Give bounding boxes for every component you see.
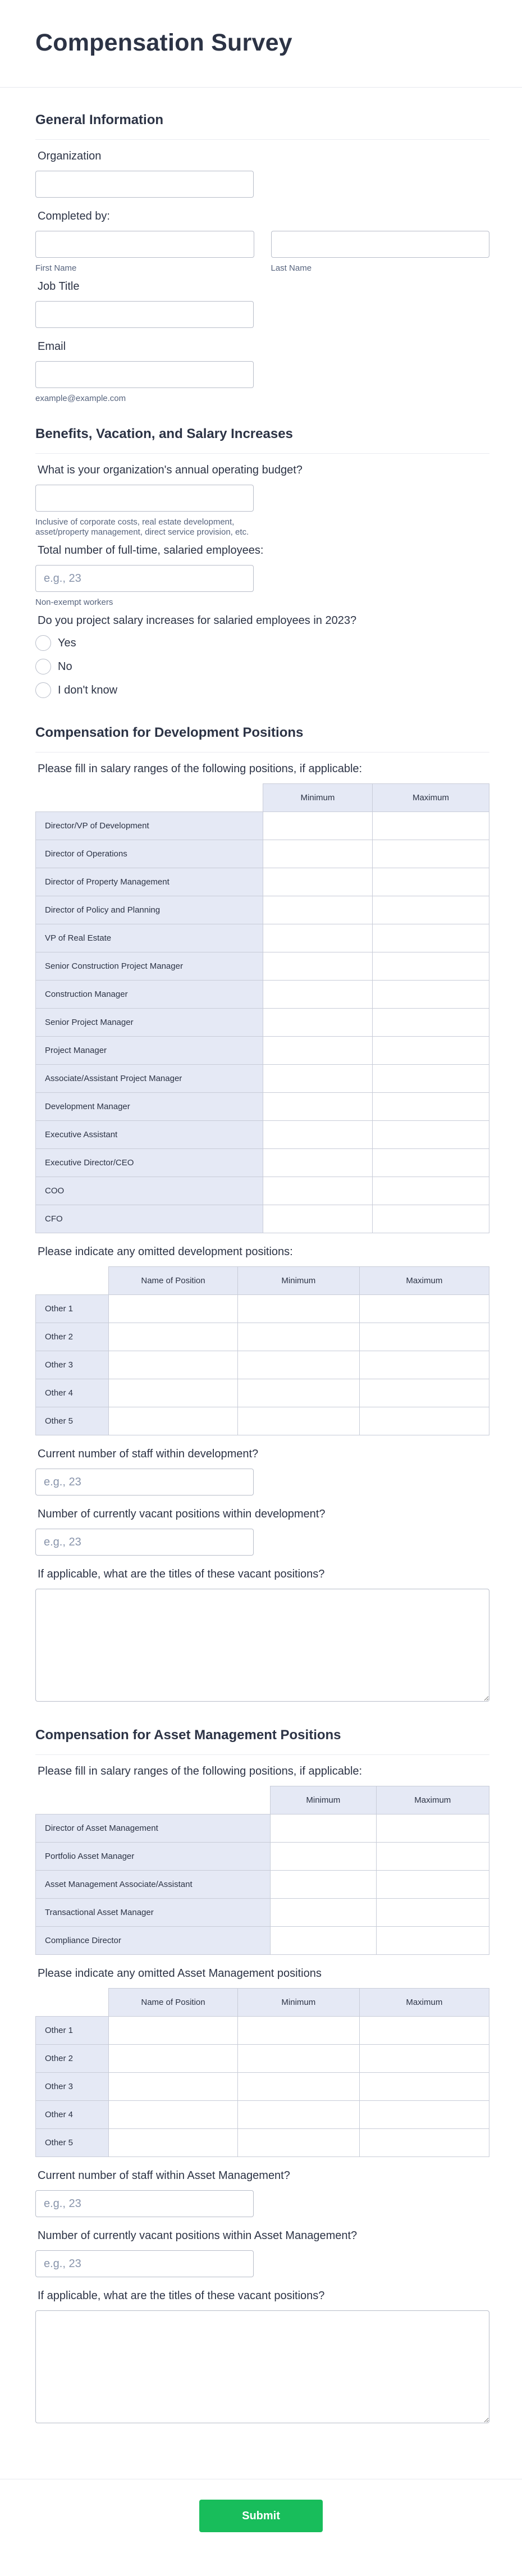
matrix-cell-input[interactable] <box>372 1205 489 1233</box>
page-title: Compensation Survey <box>35 29 292 56</box>
radio-circle[interactable] <box>35 682 51 698</box>
form-header <box>0 0 522 88</box>
matrix-cell-input[interactable] <box>263 1149 373 1177</box>
matrix-cell-input[interactable] <box>372 868 489 896</box>
matrix-cell-input[interactable] <box>263 1065 373 1093</box>
table-row <box>36 1177 489 1205</box>
matrix-cell-input[interactable] <box>238 1351 360 1379</box>
matrix-cell-input[interactable] <box>359 1351 489 1379</box>
matrix-cell-input[interactable] <box>238 1323 360 1351</box>
radio-no-label: No <box>58 660 72 673</box>
matrix-cell-input[interactable] <box>271 1814 377 1843</box>
matrix-cell-input[interactable] <box>263 1205 373 1233</box>
row-label: Development Manager <box>36 1093 263 1121</box>
matrix-cell-input[interactable] <box>263 1009 373 1037</box>
row-label: Transactional Asset Manager <box>36 1899 271 1927</box>
row-label: COO <box>36 1177 263 1205</box>
asset-titles-label: If applicable, what are the titles of these vacant positions? <box>38 2290 325 2302</box>
first-name-sublabel: First Name <box>35 263 77 273</box>
dev-omitted-label: Please indicate any omitted development positions: <box>38 1246 293 1258</box>
row-label: Other 4 <box>36 2101 109 2129</box>
matrix-cell-input[interactable] <box>109 1407 238 1435</box>
matrix-corner <box>36 1786 271 1814</box>
matrix-cell-input[interactable] <box>263 981 373 1009</box>
row-label: Director/VP of Development <box>36 812 263 840</box>
matrix-corner <box>36 784 263 812</box>
employees-input[interactable] <box>35 565 254 592</box>
table-row <box>36 1871 489 1899</box>
matrix-cell-input[interactable] <box>263 924 373 952</box>
row-label: Other 2 <box>36 1323 109 1351</box>
matrix-cell-input[interactable] <box>359 1295 489 1323</box>
last-name-input[interactable] <box>271 231 490 258</box>
matrix-cell-input[interactable] <box>372 1093 489 1121</box>
matrix-cell-input[interactable] <box>263 840 373 868</box>
table-row <box>36 812 489 840</box>
table-row <box>36 1037 489 1065</box>
column-header-maximum: Maximum <box>372 784 489 812</box>
matrix-cell-input[interactable] <box>238 1407 360 1435</box>
matrix-cell-input[interactable] <box>271 1843 377 1871</box>
table-row <box>36 2017 489 2045</box>
row-label: Director of Policy and Planning <box>36 896 263 924</box>
row-label: Other 1 <box>36 2017 109 2045</box>
matrix-cell-input[interactable] <box>263 1037 373 1065</box>
matrix-cell-input[interactable] <box>109 2045 238 2073</box>
matrix-cell-input[interactable] <box>372 981 489 1009</box>
row-label: Other 3 <box>36 2073 109 2101</box>
table-row <box>36 2073 489 2101</box>
matrix-cell-input[interactable] <box>376 1899 489 1927</box>
row-label: Project Manager <box>36 1037 263 1065</box>
matrix-cell-input[interactable] <box>109 2073 238 2101</box>
table-row <box>36 868 489 896</box>
matrix-cell-input[interactable] <box>238 1295 360 1323</box>
matrix-cell-input[interactable] <box>263 812 373 840</box>
table-row <box>36 1927 489 1955</box>
column-header-maximum: Maximum <box>359 1267 489 1295</box>
organization-input[interactable] <box>35 171 254 198</box>
matrix-cell-input[interactable] <box>376 1843 489 1871</box>
salary-increase-label: Do you project salary increases for salaried employees in 2023? <box>38 614 357 627</box>
matrix-cell-input[interactable] <box>359 2045 489 2073</box>
table-row <box>36 981 489 1009</box>
matrix-cell-input[interactable] <box>263 868 373 896</box>
matrix-cell-input[interactable] <box>372 840 489 868</box>
email-label: Email <box>38 340 66 353</box>
email-sublabel: example@example.com <box>35 394 126 403</box>
table-row <box>36 1009 489 1037</box>
matrix-cell-input[interactable] <box>359 1379 489 1407</box>
dev-titles-textarea[interactable] <box>35 1589 489 1702</box>
row-label: Other 5 <box>36 2129 109 2157</box>
row-label: Director of Asset Management <box>36 1814 271 1843</box>
matrix-cell-input[interactable] <box>372 1009 489 1037</box>
table-row <box>36 840 489 868</box>
table-row <box>36 1093 489 1121</box>
submit-button[interactable]: Submit <box>199 2500 323 2532</box>
column-header-maximum: Maximum <box>376 1786 489 1814</box>
matrix-cell-input[interactable] <box>359 2129 489 2157</box>
employees-sublabel: Non-exempt workers <box>35 598 113 607</box>
row-label: Compliance Director <box>36 1927 271 1955</box>
radio-circle[interactable] <box>35 659 51 674</box>
row-label: CFO <box>36 1205 263 1233</box>
table-row <box>36 1843 489 1871</box>
matrix-cell-input[interactable] <box>263 1121 373 1149</box>
row-label: Other 2 <box>36 2045 109 2073</box>
budget-label: What is your organization's annual operating budget? <box>38 464 303 476</box>
table-row <box>36 1351 489 1379</box>
matrix-cell-input[interactable] <box>372 924 489 952</box>
matrix-cell-input[interactable] <box>238 2045 360 2073</box>
matrix-cell-input[interactable] <box>359 1407 489 1435</box>
asset-salary-matrix <box>35 1786 489 1955</box>
table-row <box>36 2129 489 2157</box>
column-header-position-name: Name of Position <box>109 1989 238 2017</box>
matrix-cell-input[interactable] <box>359 2017 489 2045</box>
row-label: Construction Manager <box>36 981 263 1009</box>
radio-no[interactable] <box>35 659 489 674</box>
matrix-cell-input[interactable] <box>109 1351 238 1379</box>
matrix-cell-input[interactable] <box>238 2017 360 2045</box>
matrix-cell-input[interactable] <box>372 1149 489 1177</box>
radio-circle[interactable] <box>35 635 51 651</box>
first-name-input[interactable] <box>35 231 254 258</box>
table-row <box>36 1814 489 1843</box>
asset-staff-label: Current number of staff within Asset Management? <box>38 2169 290 2182</box>
matrix-cell-input[interactable] <box>263 952 373 981</box>
matrix-cell-input[interactable] <box>359 2073 489 2101</box>
form-footer <box>0 2479 522 2576</box>
section-asset-heading: Compensation for Asset Management Positions <box>35 1702 489 1755</box>
employees-label: Total number of full-time, salaried employees: <box>38 544 264 557</box>
table-row <box>36 2045 489 2073</box>
table-row <box>36 1379 489 1407</box>
radio-dont-know[interactable] <box>35 682 489 698</box>
row-label: Senior Construction Project Manager <box>36 952 263 981</box>
matrix-cell-input[interactable] <box>359 1323 489 1351</box>
row-label: Associate/Assistant Project Manager <box>36 1065 263 1093</box>
matrix-cell-input[interactable] <box>372 1065 489 1093</box>
dev-vacant-label: Number of currently vacant positions within development? <box>38 1508 326 1520</box>
matrix-cell-input[interactable] <box>109 1323 238 1351</box>
matrix-cell-input[interactable] <box>372 952 489 981</box>
row-label: Senior Project Manager <box>36 1009 263 1037</box>
row-label: Executive Director/CEO <box>36 1149 263 1177</box>
dev-vacant-input[interactable] <box>35 1529 254 1556</box>
column-header-maximum: Maximum <box>359 1989 489 2017</box>
table-row <box>36 1323 489 1351</box>
matrix-cell-input[interactable] <box>263 1093 373 1121</box>
matrix-cell-input[interactable] <box>359 2101 489 2129</box>
email-input[interactable] <box>35 361 254 388</box>
asset-vacant-label: Number of currently vacant positions within Asset Management? <box>38 2230 358 2242</box>
row-label: Other 4 <box>36 1379 109 1407</box>
job-title-input[interactable] <box>35 301 254 328</box>
dev-salary-matrix <box>35 783 489 1233</box>
row-label: Portfolio Asset Manager <box>36 1843 271 1871</box>
matrix-cell-input[interactable] <box>372 812 489 840</box>
dev-titles-label: If applicable, what are the titles of these vacant positions? <box>38 1568 325 1580</box>
section-general-heading: General Information <box>35 88 489 140</box>
section-development-heading: Compensation for Development Positions <box>35 706 489 753</box>
table-row <box>36 1121 489 1149</box>
matrix-cell-input[interactable] <box>238 2129 360 2157</box>
radio-yes-label: Yes <box>58 636 76 649</box>
radio-dont-know-label: I don't know <box>58 683 118 696</box>
matrix-corner <box>36 1267 109 1295</box>
matrix-cell-input[interactable] <box>263 1177 373 1205</box>
table-row <box>36 2101 489 2129</box>
matrix-cell-input[interactable] <box>271 1927 377 1955</box>
dev-ranges-label: Please fill in salary ranges of the following positions, if applicable: <box>38 763 363 775</box>
table-row <box>36 952 489 981</box>
column-header-minimum: Minimum <box>238 1989 360 2017</box>
matrix-cell-input[interactable] <box>238 1379 360 1407</box>
dev-omitted-matrix <box>35 1266 489 1435</box>
matrix-cell-input[interactable] <box>109 2101 238 2129</box>
column-header-minimum: Minimum <box>238 1267 360 1295</box>
matrix-cell-input[interactable] <box>376 1927 489 1955</box>
table-row <box>36 1295 489 1323</box>
section-benefits-heading: Benefits, Vacation, and Salary Increases <box>35 404 489 454</box>
dev-staff-label: Current number of staff within development? <box>38 1448 259 1460</box>
matrix-corner <box>36 1989 109 2017</box>
row-label: Director of Operations <box>36 840 263 868</box>
asset-ranges-label: Please fill in salary ranges of the following positions, if applicable: <box>38 1765 363 1777</box>
matrix-cell-input[interactable] <box>109 1295 238 1323</box>
completed-by-label: Completed by: <box>38 210 110 222</box>
budget-sublabel: Inclusive of corporate costs, real estate development, asset/property management, direct service provision, etc. <box>35 517 249 537</box>
matrix-cell-input[interactable] <box>238 2073 360 2101</box>
column-header-minimum: Minimum <box>271 1786 377 1814</box>
column-header-minimum: Minimum <box>263 784 373 812</box>
row-label: Asset Management Associate/Assistant <box>36 1871 271 1899</box>
matrix-cell-input[interactable] <box>372 1037 489 1065</box>
row-label: Other 1 <box>36 1295 109 1323</box>
matrix-cell-input[interactable] <box>238 2101 360 2129</box>
table-row <box>36 1065 489 1093</box>
row-label: Other 3 <box>36 1351 109 1379</box>
budget-input[interactable] <box>35 485 254 512</box>
table-row <box>36 1149 489 1177</box>
asset-vacant-input[interactable] <box>35 2250 254 2277</box>
asset-omitted-matrix <box>35 1988 489 2157</box>
matrix-cell-input[interactable] <box>109 1379 238 1407</box>
matrix-cell-input[interactable] <box>271 1871 377 1899</box>
matrix-cell-input[interactable] <box>376 1871 489 1899</box>
asset-omitted-label: Please indicate any omitted Asset Management positions <box>38 1967 322 1980</box>
radio-yes[interactable] <box>35 635 489 651</box>
asset-titles-textarea[interactable] <box>35 2310 489 2423</box>
table-row <box>36 896 489 924</box>
organization-label: Organization <box>38 150 102 162</box>
table-row <box>36 1205 489 1233</box>
matrix-cell-input[interactable] <box>271 1899 377 1927</box>
column-header-position-name: Name of Position <box>109 1267 238 1295</box>
asset-staff-input[interactable] <box>35 2190 254 2217</box>
job-title-label: Job Title <box>38 280 80 293</box>
last-name-sublabel: Last Name <box>271 263 312 273</box>
matrix-cell-input[interactable] <box>372 1121 489 1149</box>
table-row <box>36 1899 489 1927</box>
row-label: Other 5 <box>36 1407 109 1435</box>
matrix-cell-input[interactable] <box>109 2017 238 2045</box>
table-row <box>36 1407 489 1435</box>
table-row <box>36 924 489 952</box>
row-label: Director of Property Management <box>36 868 263 896</box>
matrix-cell-input[interactable] <box>109 2129 238 2157</box>
matrix-cell-input[interactable] <box>372 1177 489 1205</box>
row-label: Executive Assistant <box>36 1121 263 1149</box>
matrix-cell-input[interactable] <box>376 1814 489 1843</box>
matrix-cell-input[interactable] <box>263 896 373 924</box>
row-label: VP of Real Estate <box>36 924 263 952</box>
dev-staff-input[interactable] <box>35 1469 254 1496</box>
matrix-cell-input[interactable] <box>372 896 489 924</box>
